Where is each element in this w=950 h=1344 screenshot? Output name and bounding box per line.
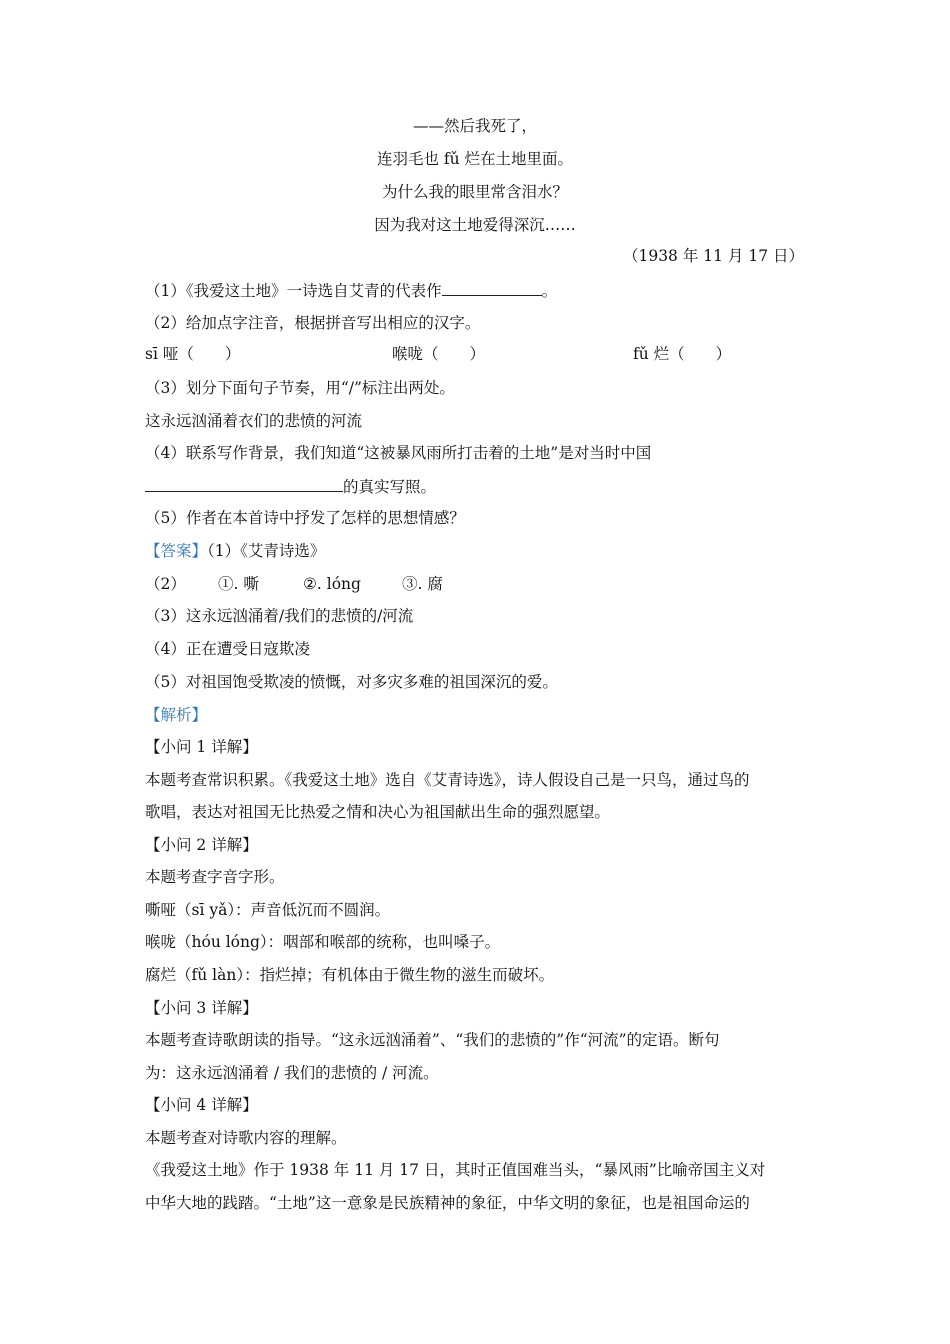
sub-question-2-para-3: 喉咙（hóu lóng）：咽部和喉部的统称，也叫嗓子。 <box>145 933 501 951</box>
question-3: （3）划分下面句子节奏，用“/”标注出两处。 <box>145 379 455 397</box>
pinyin-item-2: 喉咙（ ） <box>392 345 486 363</box>
answer-3: （3）这永远汹涌着/我们的悲愤的/河流 <box>145 607 414 625</box>
sub-question-2-para-2: 嘶哑（sī yǎ）：声音低沉而不圆润。 <box>145 901 391 919</box>
answer-5: （5）对祖国饱受欺凌的愤慨，对多灾多难的祖国深沉的爱。 <box>145 673 558 691</box>
sub-question-3-title: 【小问 3 详解】 <box>145 999 258 1017</box>
answer-4: （4）正在遭受日寇欺凌 <box>145 640 310 658</box>
answer-2-item-3: ③. 腐 <box>402 575 443 593</box>
sub-question-3-para-2: 为：这永远汹涌着 / 我们的悲愤的 / 河流。 <box>145 1064 439 1082</box>
sub-question-2-title: 【小问 2 详解】 <box>145 836 258 854</box>
sub-question-4-para-2: 《我爱这土地》作于 1938 年 11 月 17 日，其时正值国难当头，“暴风雨”比喻帝国主义对 <box>145 1161 766 1179</box>
poem-line-2: 连羽毛也 fǔ 烂在土地里面。 <box>376 150 574 168</box>
pinyin-item-3: fǔ 烂（ ） <box>633 345 732 363</box>
question-4: （4）联系写作背景，我们知道“这被暴风雨所打击着的土地”是对当时中国 <box>145 444 652 462</box>
answer-line-1 <box>145 541 325 561</box>
pinyin-item-1: sī 哑（ ） <box>145 345 241 363</box>
sub-question-1-para-1: 本题考查常识积累。《我爱这土地》选自《艾青诗选》，诗人假设自己是一只鸟，通过鸟的 <box>145 771 750 789</box>
question-3-sentence: 这永远汹涌着衣们的悲愤的河流 <box>145 412 363 430</box>
sub-question-2-para-4: 腐烂（fǔ làn）：指烂掉；有机体由于微生物的滋生而破坏。 <box>145 966 555 984</box>
question-2: （2）给加点字注音，根据拼音写出相应的汉字。 <box>145 314 481 332</box>
question-1-tail: 。 <box>541 282 558 300</box>
sub-question-4-title: 【小问 4 详解】 <box>145 1096 258 1114</box>
answer-2-item-2: ②. lóng <box>303 575 361 593</box>
sub-question-2-para-1: 本题考查字音字形。 <box>145 868 285 886</box>
answer-1: （1）《艾青诗选》 <box>207 542 326 560</box>
analysis-label: 【解析】 <box>145 706 208 724</box>
question-1 <box>145 280 557 301</box>
answer-2-prefix: （2） <box>145 575 186 593</box>
sub-question-1-title: 【小问 1 详解】 <box>145 738 258 756</box>
sub-question-3-para-1: 本题考查诗歌朗读的指导。“这永远汹涌着”、“我们的悲愤的”作“河流”的定语。断句 <box>145 1031 720 1049</box>
sub-question-4-para-1: 本题考查对诗歌内容的理解。 <box>145 1129 347 1147</box>
question-4-tail: 的真实写照。 <box>343 478 437 496</box>
answer-label: 【答案】 <box>145 542 208 560</box>
poem-line-4: 因为我对这土地爱得深沉…… <box>374 216 576 234</box>
question-5: （5）作者在本首诗中抒发了怎样的思想情感？ <box>145 509 465 527</box>
question-4-continuation <box>145 476 436 497</box>
answer-blank-1 <box>442 280 542 296</box>
answer-blank-4 <box>145 476 343 492</box>
answer-2-item-1: ①. 嘶 <box>218 575 259 593</box>
poem-line-3: 为什么我的眼里常含泪水？ <box>381 183 568 201</box>
poem-line-1: ——然后我死了， <box>412 117 537 135</box>
sub-question-1-para-2: 歌唱，表达对祖国无比热爱之情和决心为祖国献出生命的强烈愿望。 <box>145 803 611 821</box>
question-1-text: （1）《我爱这土地》一诗选自艾青的代表作 <box>145 282 442 300</box>
poem-date: （1938 年 11 月 17 日） <box>622 247 804 265</box>
sub-question-4-para-3: 中华大地的践踏。“土地”这一意象是民族精神的象征，中华文明的象征，也是祖国命运的 <box>145 1194 750 1212</box>
